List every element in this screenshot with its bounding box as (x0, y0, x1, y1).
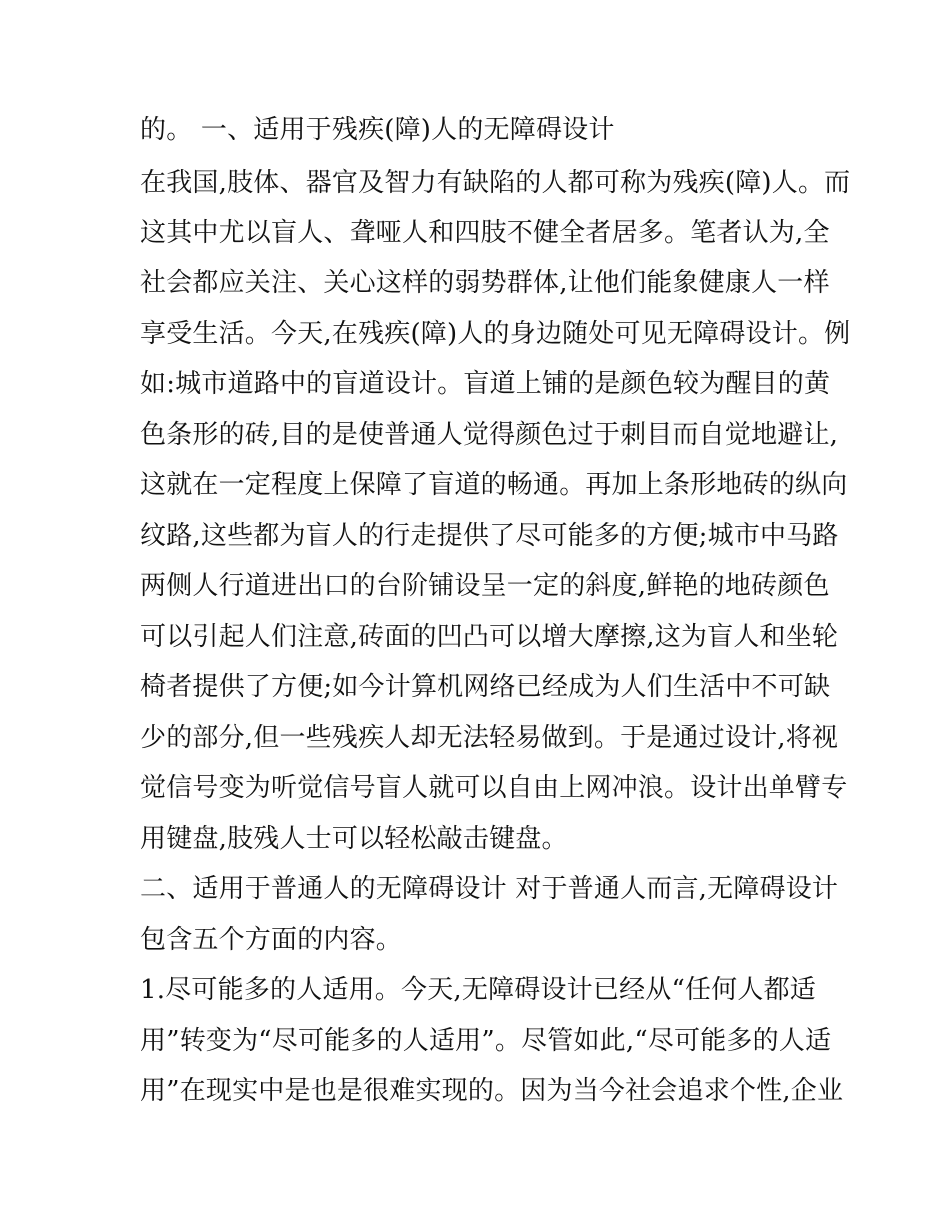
text-line: 觉信号变为听觉信号盲人就可以自由上网冲浪。设计出单臂专 (140, 773, 848, 803)
text-line: 1.尽可能多的人适用。今天,无障碍设计已经从“任何人都适 (140, 975, 816, 1005)
text-line: 这其中尤以盲人、聋哑人和四肢不健全者居多。笔者认为,全 (140, 218, 830, 248)
text-line: 包含五个方面的内容。 (140, 925, 403, 955)
text-line: 享受生活。今天,在残疾(障)人的身边随处可见无障碍设计。例 (140, 319, 851, 349)
text-line: 用”在现实中是也是很难实现的。因为当今社会追求个性,企业 (140, 1076, 844, 1106)
text-line: 的。 一、适用于残疾(障)人的无障碍设计 (140, 115, 615, 145)
text-line: 椅者提供了方便;如今计算机网络已经成为人们生活中不可缺 (140, 672, 831, 702)
text-line: 少的部分,但一些残疾人却无法轻易做到。于是通过设计,将视 (140, 723, 839, 753)
text-line: 社会都应关注、关心这样的弱势群体,让他们能象健康人一样 (140, 268, 830, 298)
text-line: 二、适用于普通人的无障碍设计 对于普通人而言,无障碍设计 (140, 874, 839, 904)
text-line: 这就在一定程度上保障了盲道的畅通。再加上条形地砖的纵向 (140, 470, 848, 500)
text-line: 纹路,这些都为盲人的行走提供了尽可能多的方便;城市中马路 (140, 521, 839, 551)
text-line: 两侧人行道进出口的台阶铺设呈一定的斜度,鲜艳的地砖颜色 (140, 571, 830, 601)
text-line: 色条形的砖,目的是使普通人觉得颜色过于刺目而自觉地避让, (140, 420, 839, 450)
text-line: 可以引起人们注意,砖面的凹凸可以增大摩擦,这为盲人和坐轮 (140, 622, 839, 652)
text-line: 如:城市道路中的盲道设计。盲道上铺的是颜色较为醒目的黄 (140, 369, 831, 399)
text-line: 在我国,肢体、器官及智力有缺陷的人都可称为残疾(障)人。而 (140, 168, 851, 198)
text-line: 用”转变为“尽可能多的人适用”。尽管如此,“尽可能多的人适 (140, 1026, 832, 1056)
text-line: 用键盘,肢残人士可以轻松敲击键盘。 (140, 824, 568, 854)
